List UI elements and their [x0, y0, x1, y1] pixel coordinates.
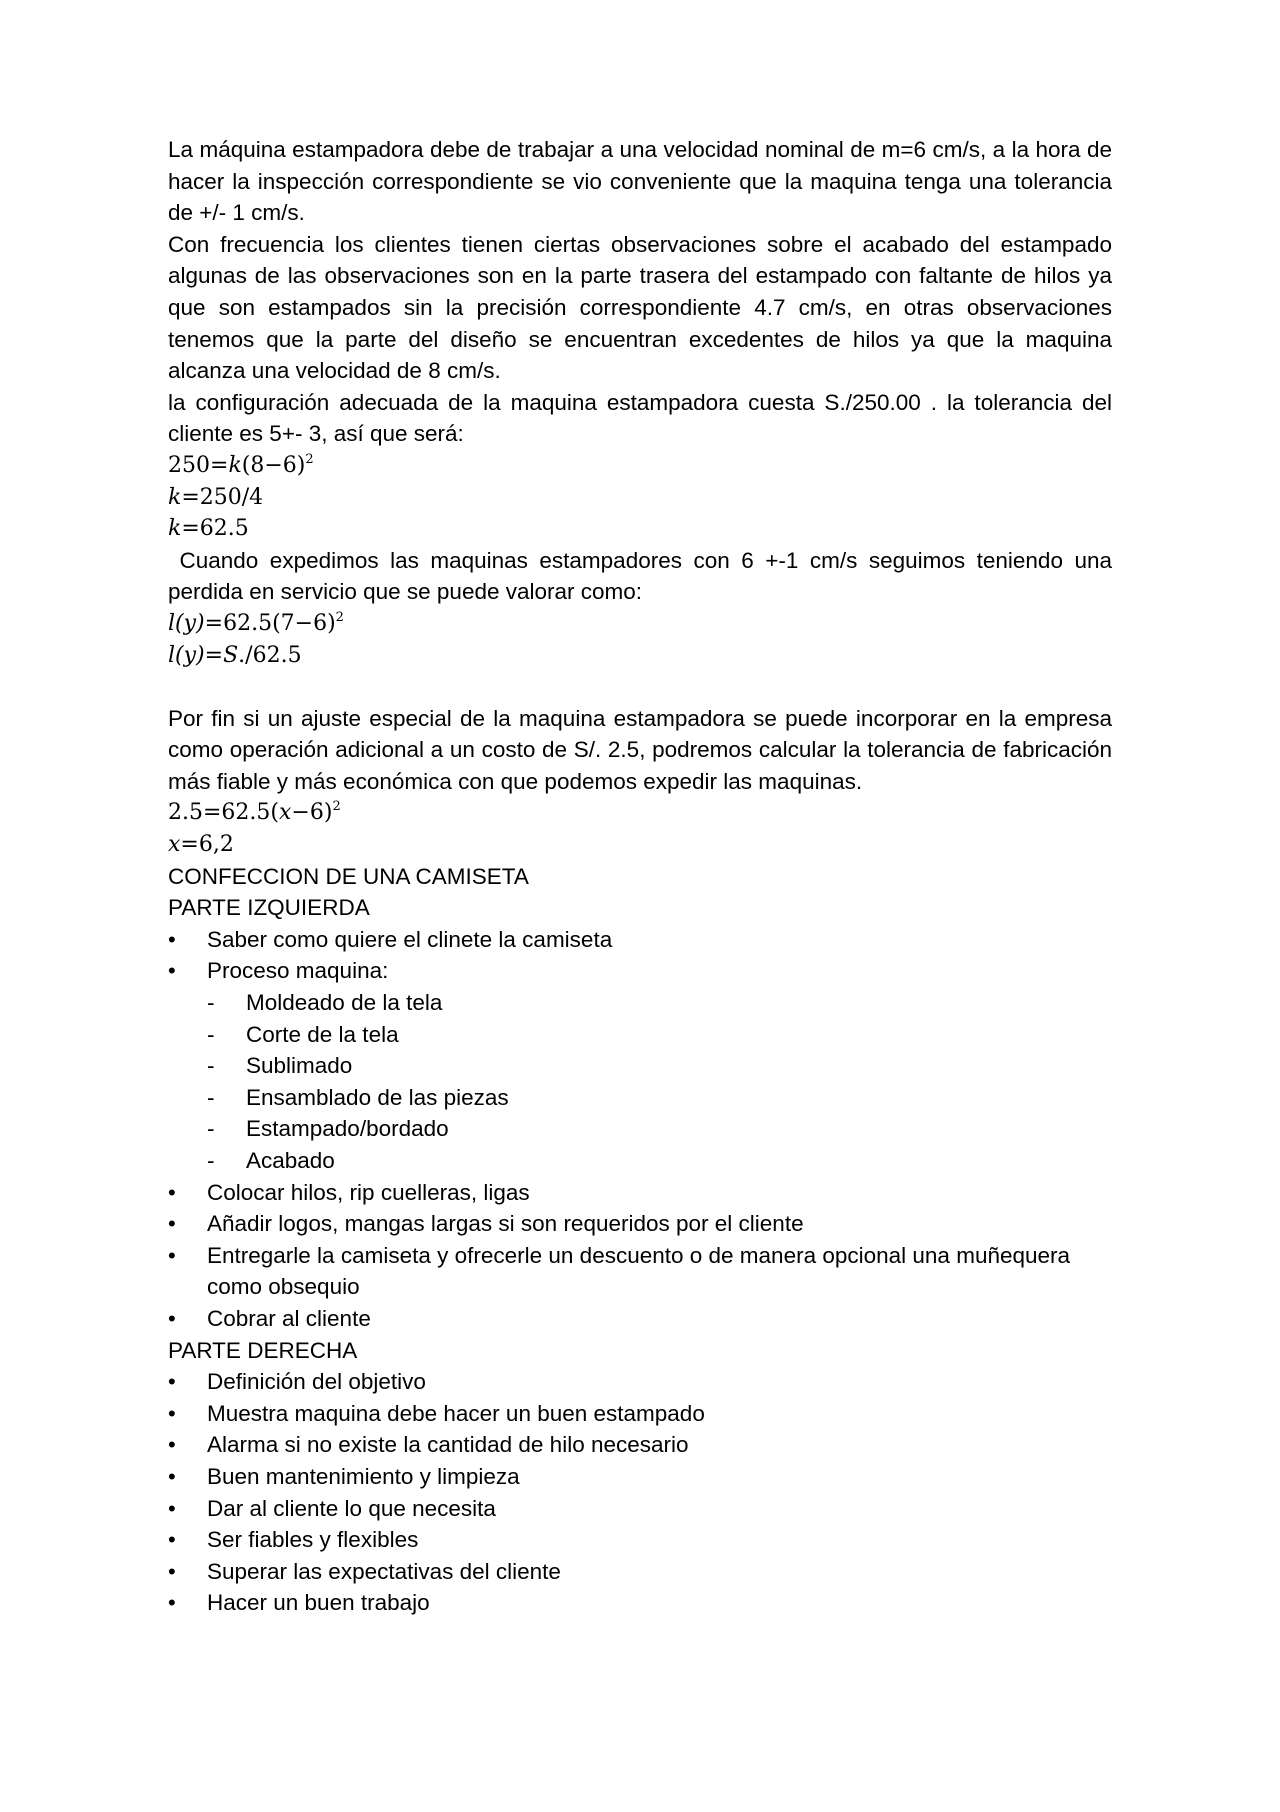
dash-marker: -: [207, 990, 215, 1016]
sub-list-item: - Estampado/bordado: [168, 1113, 1112, 1145]
dash-marker: -: [207, 1053, 215, 1079]
list-item: • Muestra maquina debe hacer un buen estampado: [168, 1398, 1112, 1430]
bullet-icon: [168, 1240, 207, 1272]
list-item: • Definición del objetivo: [168, 1366, 1112, 1398]
process-dash-list: [168, 987, 1112, 1177]
equation-tolerance: $2.5=62.5(x-6)^2$: [168, 799, 341, 826]
sub-list-item: - Moldeado de la tela: [168, 987, 1112, 1019]
sub-list-item: - Acabado: [168, 1145, 1112, 1177]
paragraph-nominal-speed: La máquina estampadora debe de trabajar a una velocidad nominal de m=6 cm/s, a la hora de hacer la inspección correspondiente se vio conveniente que la maquina tenga una tolerancia de +/- 1 cm/s.: [168, 137, 1112, 226]
document-page: [168, 134, 1119, 1619]
list-item: • Añadir logos, mangas largas si son requeridos por el cliente: [168, 1208, 1112, 1240]
list-item: • Ser fiables y flexibles: [168, 1524, 1112, 1556]
heading-confeccion: CONFECCION DE UNA CAMISETA: [168, 863, 529, 889]
equation-loss-function: $l(y)=62.5(7-6)^2$: [168, 609, 344, 636]
list-item: • Cobrar al cliente: [168, 1303, 1112, 1335]
equation-tolerance-result: x=6,2: [168, 832, 234, 858]
list-item: • Saber como quiere el clinete la camiseta: [168, 924, 1112, 956]
list-item: • Superar las expectativas del cliente: [168, 1556, 1112, 1588]
bullet-icon: [168, 1556, 207, 1588]
list-item: • Buen mantenimiento y limpieza: [168, 1461, 1112, 1493]
blank-line: [168, 671, 1112, 703]
sub-list-item: - Sublimado: [168, 1050, 1112, 1082]
paragraph-customer-observations: Con frecuencia los clientes tienen ciertas observaciones sobre el acabado del estampado algunas de las observaciones son en la parte trasera del estampado con faltante de hilos ya que son estampados sin la precisión correspondiente 4.7 cm/s, en otras observaciones tenemos que la parte del diseño se encuentran excedentes de hilos ya que la maquina alcanza una velocidad de 8 cm/s.: [168, 231, 1112, 384]
left-bullet-list: [168, 924, 1112, 987]
paragraph-special-adjustment: Por fin si un ajuste especial de la maquina estampadora se puede incorporar en la empresa como operación adicional a un costo de S/. 2.5, podremos calcular la tolerancia de fabricación más fiable y más económica con que podemos expedir las maquinas.: [168, 705, 1112, 794]
sub-list-item: - Corte de la tela: [168, 1019, 1112, 1051]
heading-parte-izquierda: PARTE IZQUIERDA: [168, 895, 370, 921]
list-item: • Colocar hilos, rip cuelleras, ligas: [168, 1177, 1112, 1209]
paragraph-configuration-cost: la configuración adecuada de la maquina estampadora cuesta S./250.00 . la tolerancia del cliente es 5+- 3, así que será:: [168, 389, 1112, 447]
bullet-icon: [168, 1587, 207, 1619]
heading-parte-derecha: PARTE DERECHA: [168, 1337, 358, 1363]
bullet-icon: [168, 1366, 207, 1398]
dash-marker: -: [207, 1116, 215, 1142]
bullet-icon: [168, 1398, 207, 1430]
bullet-icon: [168, 1461, 207, 1493]
list-item: • Hacer un buen trabajo: [168, 1587, 1112, 1619]
dash-marker: -: [207, 1084, 215, 1110]
list-item: • Proceso maquina:: [168, 955, 1112, 987]
dash-marker: -: [207, 1021, 215, 1047]
equation-k-division: k=250/4: [168, 484, 264, 510]
bullet-icon: [168, 1493, 207, 1525]
equation-k-value: k=62.5: [168, 516, 249, 542]
bullet-icon: [168, 924, 207, 956]
list-item: • Dar al cliente lo que necesita: [168, 1493, 1112, 1525]
dash-marker: -: [207, 1148, 215, 1173]
sub-list-item: - Ensamblado de las piezas: [168, 1082, 1112, 1114]
list-item: • Entregarle la camiseta y ofrecerle un descuento o de manera opcional una muñequera como obsequio: [168, 1240, 1112, 1303]
bullet-icon: [168, 1208, 207, 1240]
bullet-icon: [168, 955, 207, 987]
bullet-icon: [168, 1429, 207, 1461]
right-bullet-list: [168, 1366, 1112, 1619]
list-item: • Alarma si no existe la cantidad de hilo necesario: [168, 1429, 1112, 1461]
bullet-icon: [168, 1524, 207, 1556]
equation-k-definition: $250=k(8-6)^2$: [168, 451, 314, 478]
bullet-icon: [168, 1177, 207, 1209]
left-bullet-list-continued: [168, 1177, 1112, 1335]
bullet-icon: [168, 1303, 207, 1335]
equation-loss-value: l(y)=S./62.5: [168, 642, 302, 668]
paragraph-service-loss: Cuando expedimos las maquinas estampadores con 6 +-1 cm/s seguimos teniendo una perdida en servicio que se puede valorar como:: [168, 547, 1119, 605]
